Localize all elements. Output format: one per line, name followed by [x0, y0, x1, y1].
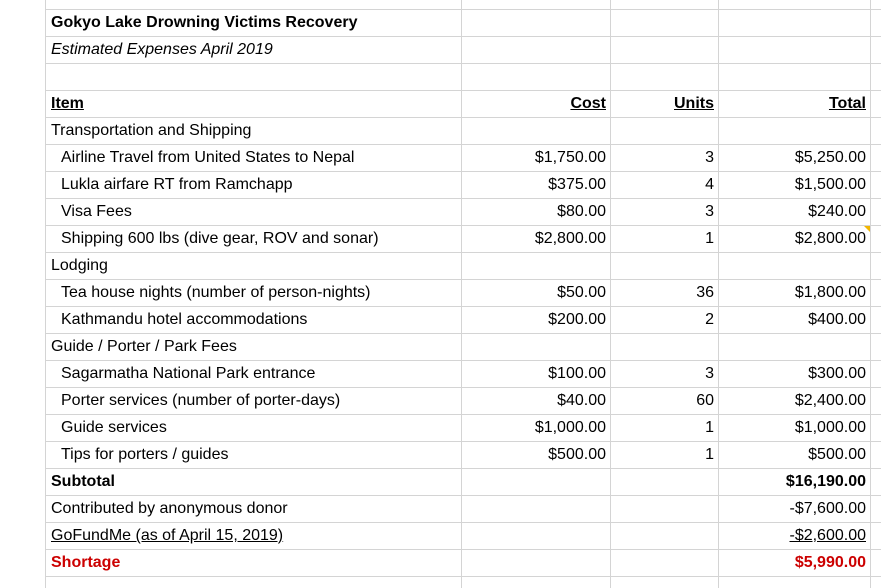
- total-cell[interactable]: $300.00: [808, 365, 866, 382]
- item-cell[interactable]: Visa Fees: [61, 203, 132, 220]
- grid-row-line: [45, 576, 881, 577]
- total-cell[interactable]: $1,000.00: [794, 419, 866, 436]
- units-cell[interactable]: 4: [705, 176, 714, 193]
- units-cell[interactable]: 3: [705, 149, 714, 166]
- category-lodging[interactable]: Lodging: [51, 257, 108, 274]
- shortage-label[interactable]: Shortage: [51, 554, 121, 571]
- units-cell[interactable]: 3: [705, 365, 714, 382]
- units-cell[interactable]: 36: [696, 284, 714, 301]
- sheet-title[interactable]: Gokyo Lake Drowning Victims Recovery: [51, 14, 358, 31]
- cost-cell[interactable]: $100.00: [548, 365, 606, 382]
- item-cell[interactable]: Guide services: [61, 419, 167, 436]
- item-cell[interactable]: Sagarmatha National Park entrance: [61, 365, 316, 382]
- item-cell[interactable]: Lukla airfare RT from Ramchapp: [61, 176, 293, 193]
- total-cell[interactable]: $5,250.00: [794, 149, 866, 166]
- item-cell[interactable]: Tips for porters / guides: [61, 446, 229, 463]
- cost-cell[interactable]: $1,750.00: [534, 149, 606, 166]
- gofundme-value[interactable]: -$2,600.00: [789, 527, 866, 544]
- item-cell[interactable]: Kathmandu hotel accommodations: [61, 311, 308, 328]
- grid-col-line: [45, 0, 46, 588]
- units-cell[interactable]: 1: [705, 419, 714, 436]
- header-units[interactable]: Units: [674, 95, 714, 112]
- category-guide-porter-park[interactable]: Guide / Porter / Park Fees: [51, 338, 237, 355]
- category-transportation[interactable]: Transportation and Shipping: [51, 122, 252, 139]
- item-cell[interactable]: Airline Travel from United States to Nepal: [61, 149, 355, 166]
- cost-cell[interactable]: $2,800.00: [534, 230, 606, 247]
- header-item[interactable]: Item: [51, 95, 84, 112]
- cost-cell[interactable]: $500.00: [548, 446, 606, 463]
- cost-cell[interactable]: $375.00: [548, 176, 606, 193]
- total-cell[interactable]: $240.00: [808, 203, 866, 220]
- shortage-value[interactable]: $5,990.00: [794, 554, 866, 571]
- cost-cell[interactable]: $40.00: [557, 392, 606, 409]
- item-cell[interactable]: Shipping 600 lbs (dive gear, ROV and sonar): [61, 230, 379, 247]
- subtotal-label[interactable]: Subtotal: [51, 473, 115, 490]
- total-cell[interactable]: $2,400.00: [794, 392, 866, 409]
- grid-col-line: [870, 0, 871, 588]
- cost-cell[interactable]: $200.00: [548, 311, 606, 328]
- cost-cell[interactable]: $80.00: [557, 203, 606, 220]
- item-cell[interactable]: Tea house nights (number of person-nights): [61, 284, 371, 301]
- subtotal-value[interactable]: $16,190.00: [785, 473, 866, 490]
- units-cell[interactable]: 1: [705, 446, 714, 463]
- item-cell[interactable]: Porter services (number of porter-days): [61, 392, 341, 409]
- donor-value[interactable]: -$7,600.00: [789, 500, 866, 517]
- gofundme-link[interactable]: GoFundMe (as of April 15, 2019): [51, 527, 284, 544]
- total-cell[interactable]: $400.00: [808, 311, 866, 328]
- header-cost[interactable]: Cost: [570, 95, 606, 112]
- donor-label[interactable]: Contributed by anonymous donor: [51, 500, 288, 517]
- grid-row-line: [45, 63, 881, 64]
- total-cell[interactable]: $500.00: [808, 446, 866, 463]
- total-cell[interactable]: $1,800.00: [794, 284, 866, 301]
- cost-cell[interactable]: $1,000.00: [534, 419, 606, 436]
- units-cell[interactable]: 3: [705, 203, 714, 220]
- units-cell[interactable]: 60: [696, 392, 714, 409]
- cost-cell[interactable]: $50.00: [557, 284, 606, 301]
- units-cell[interactable]: 1: [705, 230, 714, 247]
- units-cell[interactable]: 2: [705, 311, 714, 328]
- total-cell[interactable]: $1,500.00: [794, 176, 866, 193]
- sheet-subtitle[interactable]: Estimated Expenses April 2019: [51, 41, 273, 58]
- comment-indicator-icon[interactable]: [864, 226, 870, 232]
- header-total[interactable]: Total: [828, 95, 866, 112]
- total-cell[interactable]: $2,800.00: [794, 230, 866, 247]
